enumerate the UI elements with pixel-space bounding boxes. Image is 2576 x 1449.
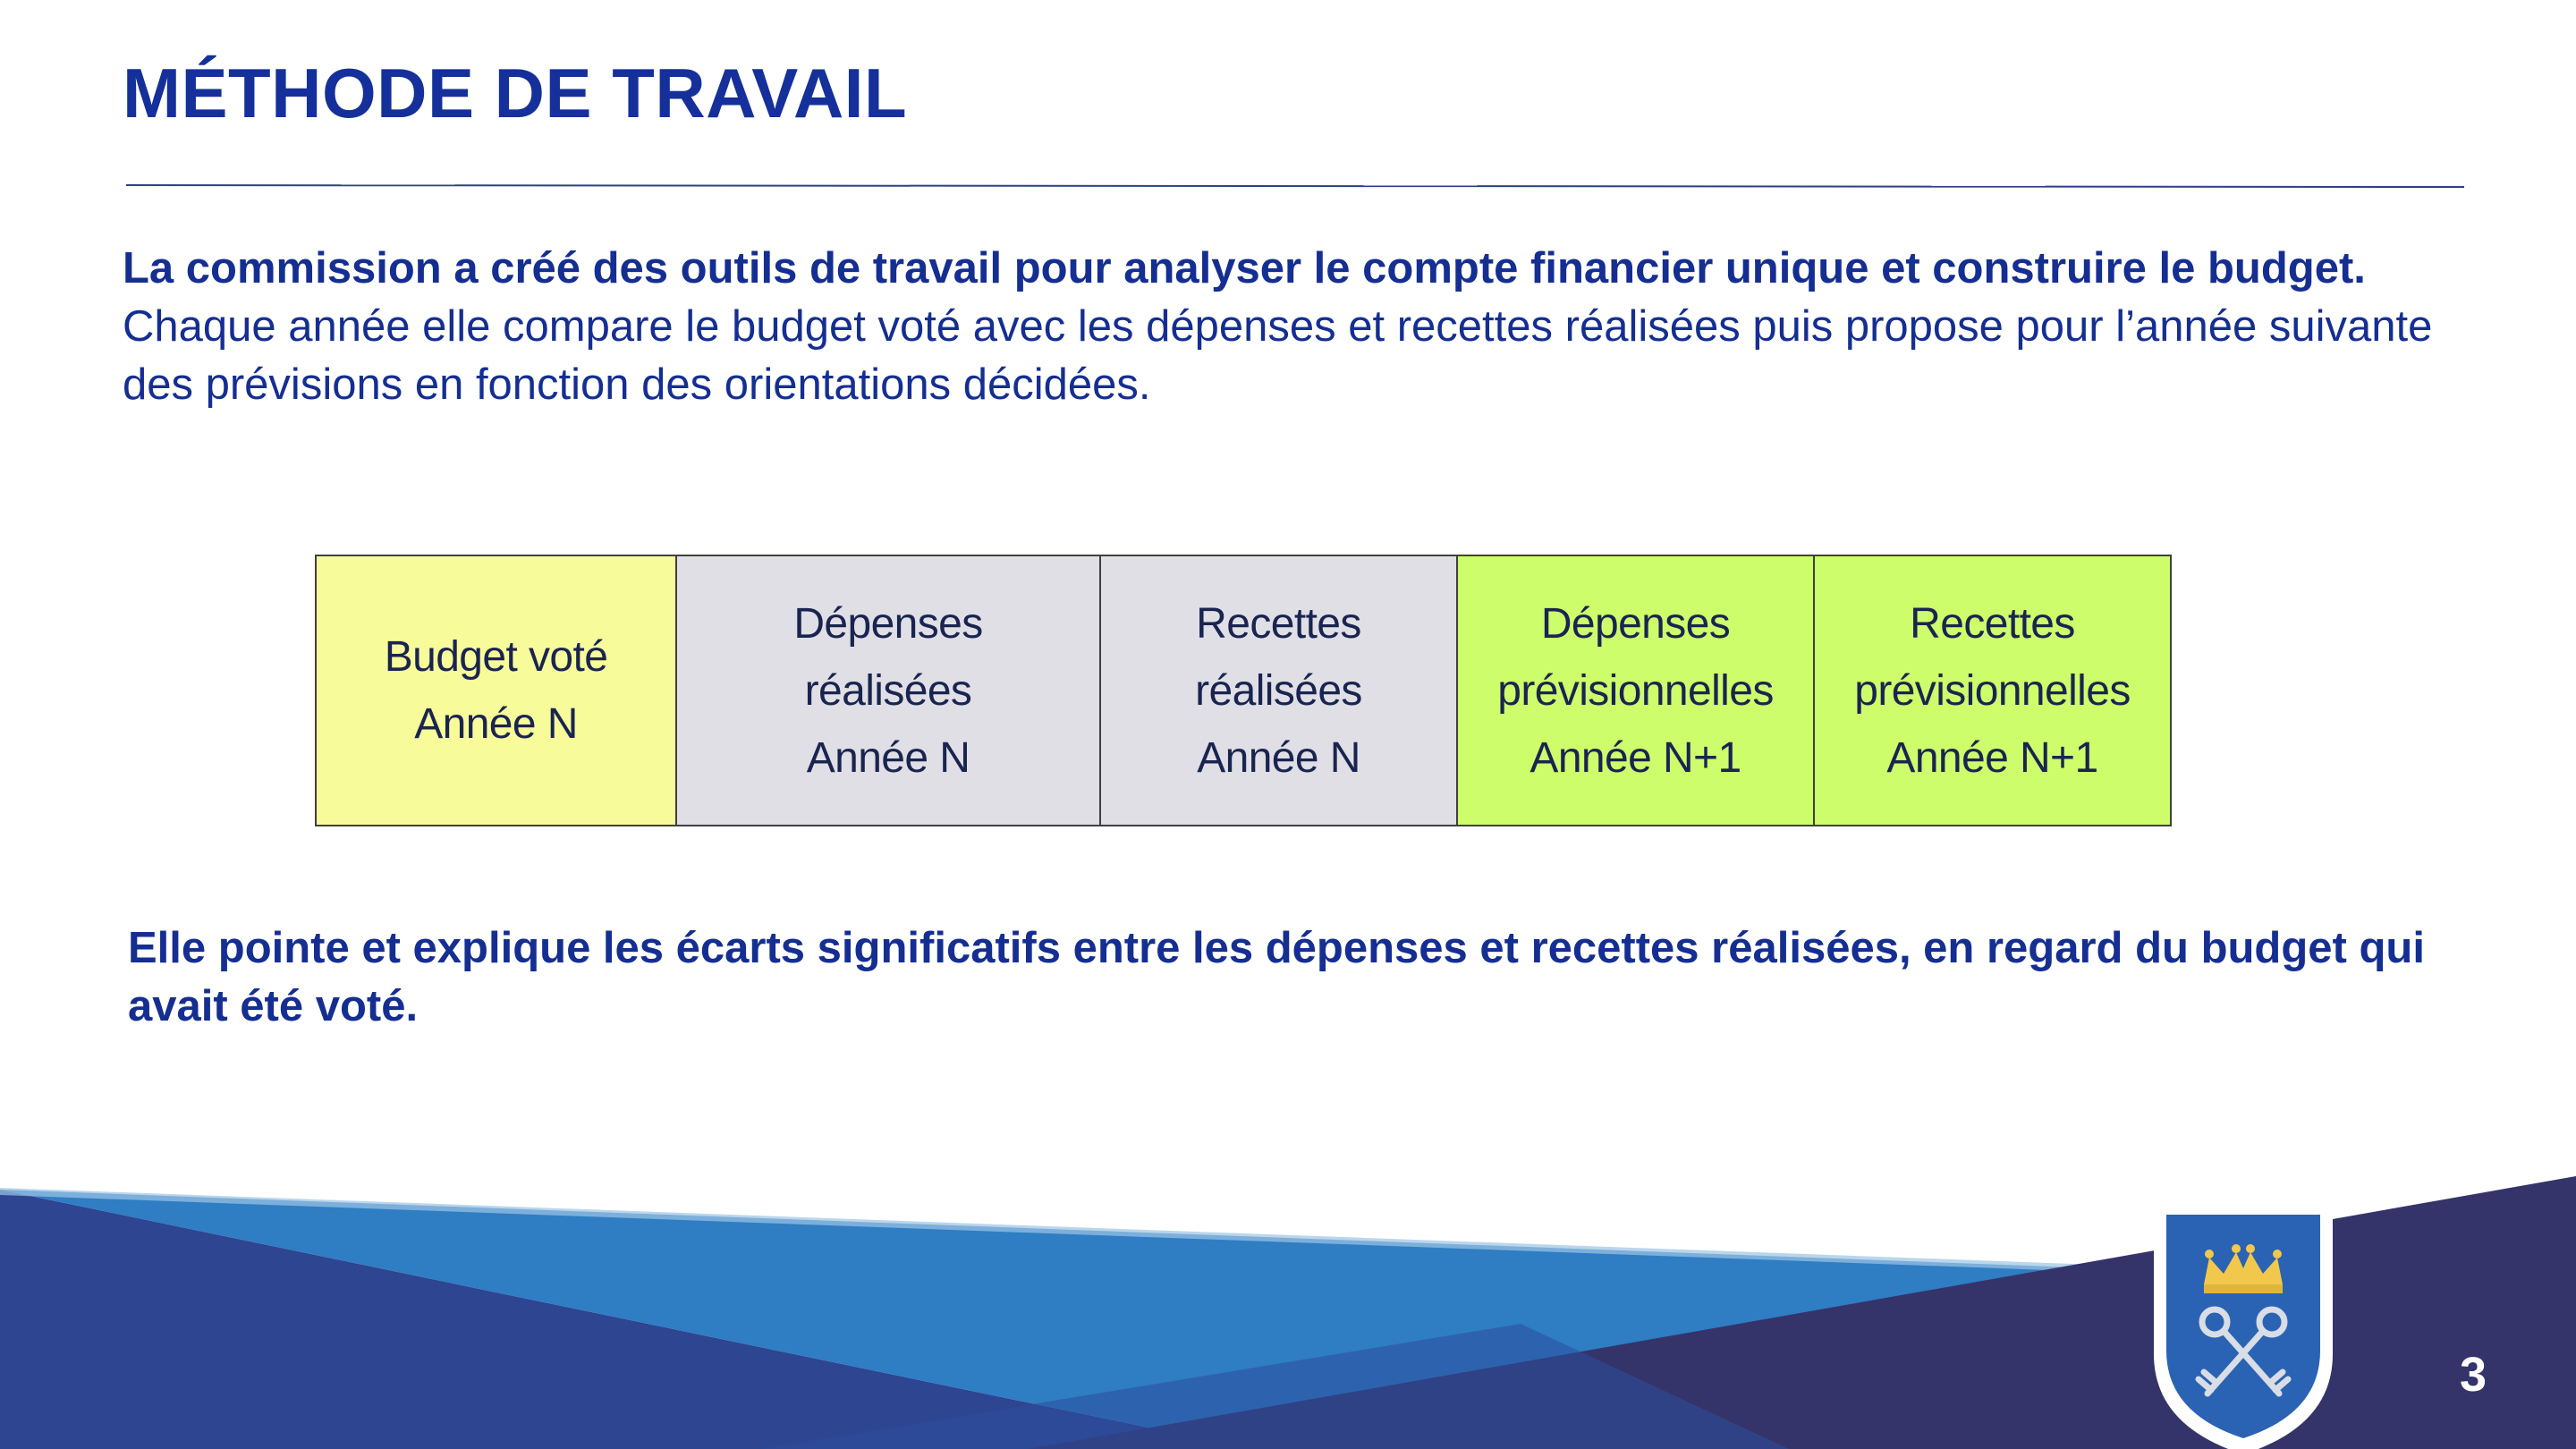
title-divider (126, 184, 2464, 188)
crest-crown-crossed-keys-icon (2154, 1202, 2333, 1449)
intro-paragraph (123, 240, 2484, 414)
page-number: 3 (2459, 1348, 2487, 1402)
budget-comparison-table (315, 555, 2172, 826)
cell-depenses-previsionnelles (1457, 555, 1814, 826)
intro-bold-text: La commission a créé des outils de travail pour analyser le compte financier unique et construire le budget. (123, 244, 2366, 292)
cell-budget-vote (316, 555, 676, 826)
cell-depenses-realisees (676, 555, 1100, 826)
cell-recettes-realisees (1100, 555, 1457, 826)
intro-regular-text: Chaque année elle compare le budget voté avec les dépenses et recettes réalisées puis propose pour l’année suivante des prévisions en fonction des orientations décidées. (123, 302, 2433, 409)
cell-depenses-realisees-label: Dépenses réalisées Année N (793, 599, 983, 782)
slide-title: MÉTHODE DE TRAVAIL (123, 54, 908, 132)
table-row (316, 555, 2171, 826)
cell-recettes-previsionnelles-label: Recettes prévisionnelles Année N+1 (1854, 599, 2131, 782)
cell-budget-vote-label: Budget voté Année N (384, 633, 608, 748)
cell-recettes-previsionnelles (1814, 555, 2171, 826)
conclusion-paragraph: Elle pointe et explique les écarts significatifs entre les dépenses et recettes réalisées, en regard du budget qui avait été voté. (128, 924, 2425, 1030)
cell-depenses-previsionnelles-label: Dépenses prévisionnelles Année N+1 (1497, 599, 1774, 782)
footer-banner (0, 1163, 2576, 1449)
cell-recettes-realisees-label: Recettes réalisées Année N (1195, 599, 1362, 782)
